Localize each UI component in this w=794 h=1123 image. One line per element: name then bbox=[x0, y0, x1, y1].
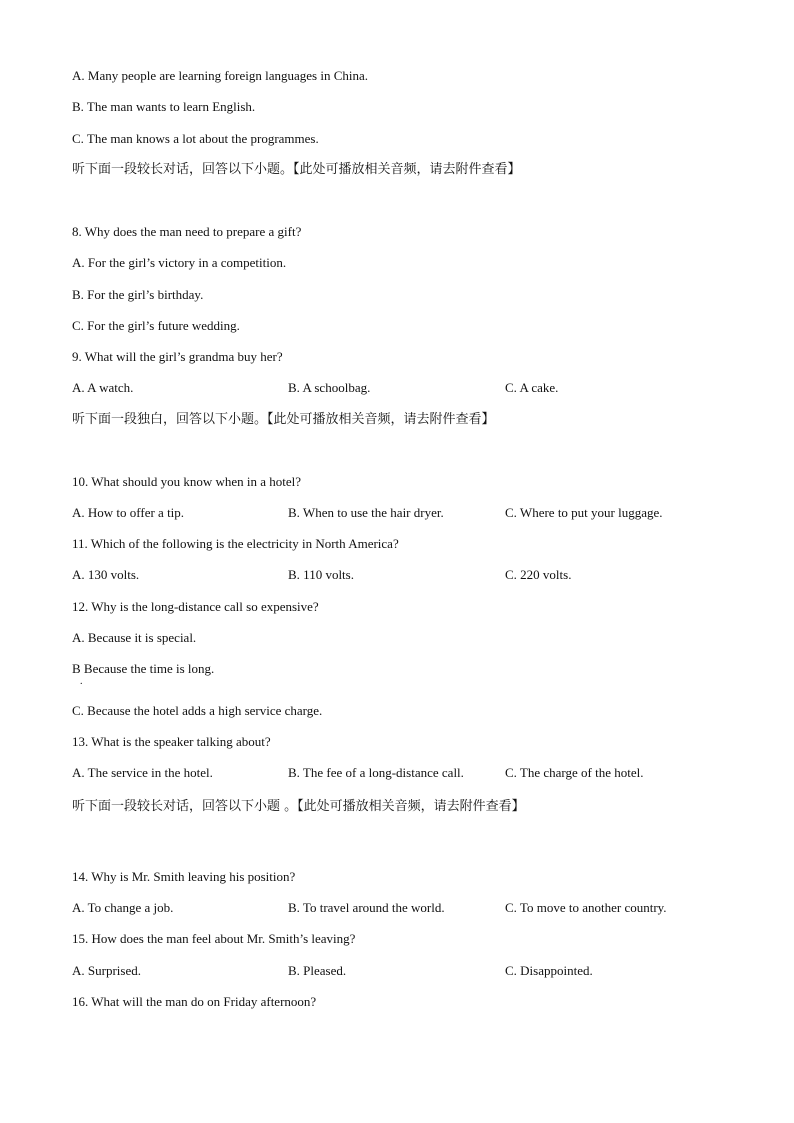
option-a-q13: A. The service in the hotel. bbox=[72, 765, 213, 780]
option-b-q8: B. For the girl’s birthday. bbox=[72, 287, 204, 302]
option-a-q9: A. A watch. bbox=[72, 380, 134, 395]
option-b-q13: B. The fee of a long-distance call. bbox=[288, 765, 464, 780]
options-q9 bbox=[72, 380, 752, 396]
option-a-q7: A. Many people are learning foreign languages in China. bbox=[72, 68, 369, 83]
option-c-q13: C. The charge of the hotel. bbox=[505, 765, 644, 780]
option-c-q14: C. To move to another country. bbox=[505, 900, 667, 915]
option-c-q9: C. A cake. bbox=[505, 380, 559, 395]
option-c-q12: C. Because the hotel adds a high service charge. bbox=[72, 703, 323, 718]
options-q10 bbox=[72, 505, 752, 521]
question-9: 9. What will the girl’s grandma buy her? bbox=[72, 349, 283, 364]
question-14: 14. Why is Mr. Smith leaving his position? bbox=[72, 869, 296, 884]
options-q11 bbox=[72, 567, 752, 583]
question-12: 12. Why is the long-distance call so expensive? bbox=[72, 599, 319, 614]
section-instruction: 听下面一段较长对话，回答以下小题 。【此处可播放相关音频，请去附件查看】 bbox=[72, 799, 525, 814]
option-b-q7: B. The man wants to learn English. bbox=[72, 99, 256, 114]
option-a-q14: A. To change a job. bbox=[72, 900, 174, 915]
option-c-q10: C. Where to put your luggage. bbox=[505, 505, 663, 520]
option-b-q10: B. When to use the hair dryer. bbox=[288, 505, 444, 520]
option-c-q11: C. 220 volts. bbox=[505, 567, 572, 582]
question-15: 15. How does the man feel about Mr. Smith’s leaving? bbox=[72, 931, 356, 946]
option-a-q10: A. How to offer a tip. bbox=[72, 505, 185, 520]
option-b-q14: B. To travel around the world. bbox=[288, 900, 445, 915]
options-q14 bbox=[72, 900, 752, 916]
question-16: 16. What will the man do on Friday afternoon? bbox=[72, 994, 317, 1009]
stray-dot: . bbox=[80, 676, 83, 687]
option-c-q7: C. The man knows a lot about the programmes. bbox=[72, 131, 319, 146]
option-b-q15: B. Pleased. bbox=[288, 963, 347, 978]
option-a-q15: A. Surprised. bbox=[72, 963, 141, 978]
option-b-q9: B. A schoolbag. bbox=[288, 380, 371, 395]
question-11: 11. Which of the following is the electricity in North America? bbox=[72, 536, 399, 551]
option-a-q8: A. For the girl’s victory in a competition. bbox=[72, 255, 287, 270]
question-8: 8. Why does the man need to prepare a gift? bbox=[72, 224, 302, 239]
question-10: 10. What should you know when in a hotel? bbox=[72, 474, 302, 489]
option-c-q15: C. Disappointed. bbox=[505, 963, 593, 978]
question-13: 13. What is the speaker talking about? bbox=[72, 734, 271, 749]
section-instruction: 听下面一段独白，回答以下小题。【此处可播放相关音频，请去附件查看】 bbox=[72, 412, 495, 427]
option-b-q11: B. 110 volts. bbox=[288, 567, 354, 582]
options-q15 bbox=[72, 963, 752, 979]
options-q13 bbox=[72, 765, 752, 781]
option-c-q8: C. For the girl’s future wedding. bbox=[72, 318, 240, 333]
option-a-q12: A. Because it is special. bbox=[72, 630, 197, 645]
option-a-q11: A. 130 volts. bbox=[72, 567, 140, 582]
option-b-q12: B Because the time is long. bbox=[72, 661, 215, 676]
section-instruction: 听下面一段较长对话，回答以下小题。【此处可播放相关音频，请去附件查看】 bbox=[72, 162, 521, 177]
